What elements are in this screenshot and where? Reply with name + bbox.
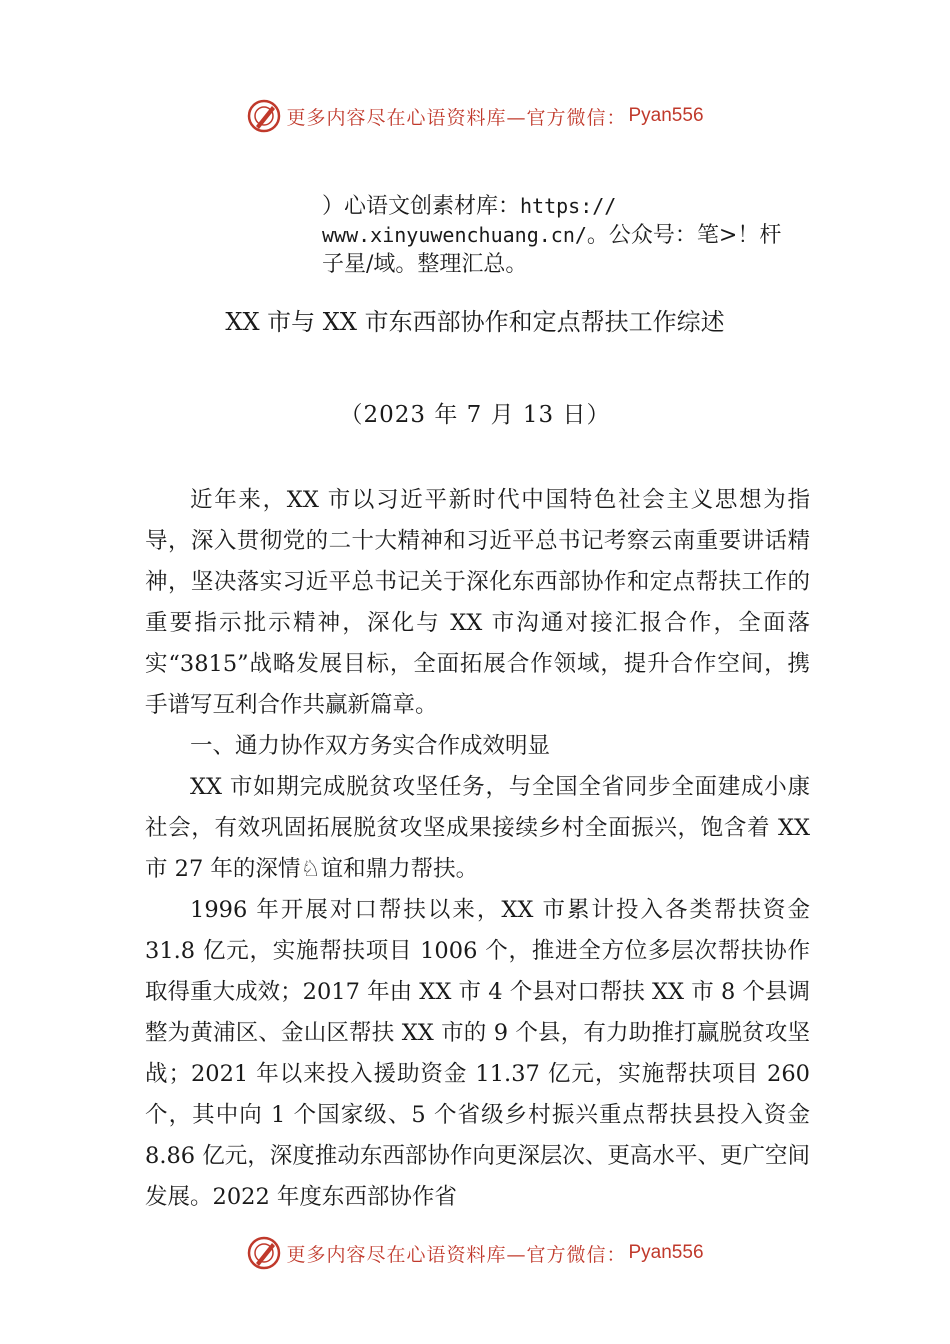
banner-account: Pyan556: [628, 105, 704, 126]
document-title: XX 市与 XX 市东西部协作和定点帮扶工作综述: [225, 308, 725, 336]
source-note: [322, 192, 827, 279]
banner-text: 更多内容尽在心语资料库—官方微信：: [286, 1243, 627, 1266]
document-date: （2023 年 7 月 13 日）: [339, 402, 611, 428]
source-line-2: www.xinyuwenchuang.cn/。公众号：笔>！杆: [322, 223, 782, 248]
source-line-3: 子星/域。整理汇总。: [322, 252, 528, 277]
footer-banner: [0, 1233, 950, 1273]
paragraph-achievement: XX 市如期完成脱贫攻坚任务，与全国全省同步全面建成小康社会，有效巩固拓展脱贫攻坚成果接续乡村全面振兴，饱含着 XX 市 27 年的深情♘谊和鼎力帮扶。: [145, 774, 810, 882]
paragraph-intro: 近年来，XX 市以习近平新时代中国特色社会主义思想为指导，深入贯彻党的二十大精神和习近平总书记考察云南重要讲话精神，坚决落实习近平总书记关于深化东西部协作和定点帮扶工作的重要指示批示精神，深化与 XX 市沟通对接汇报合作，全面落实“3815”战略发展目标，全面拓展合作领域，提升合作空间，携手谱写互利合作共赢新篇章。: [145, 487, 810, 718]
section-heading-1: 一、通力协作双方务实合作成效明显: [190, 733, 551, 759]
pen-logo-icon: [246, 98, 282, 134]
source-line-1: ）心语文创素材库：https://: [322, 194, 617, 219]
banner-text: 更多内容尽在心语资料库—官方微信：: [286, 106, 627, 129]
pen-logo-icon: [246, 1235, 282, 1271]
paragraph-funding: 1996 年开展对口帮扶以来，XX 市累计投入各类帮扶资金 31.8 亿元，实施帮扶项目 1006 个，推进全方位多层次帮扶协作取得重大成效；2017 年由 XX 市 4 个县对口帮扶 XX 市 8 个县调整为黄浦区、金山区帮扶 XX 市的 9 个县，有力助推打赢脱贫攻坚战；2021 年以来投入援助资金 11.37 亿元，实施帮扶项目 260 个，其中向 1 个国家级、5 个省级乡村振兴重点帮扶县投入资金 8.86 亿元，深度推动东西部协作向更深层次、更高水平、更广空间发展。2022 年度东西部协作省: [145, 897, 810, 1210]
header-banner: [0, 96, 950, 136]
document-body: [145, 480, 810, 1218]
banner-account: Pyan556: [628, 1242, 704, 1263]
